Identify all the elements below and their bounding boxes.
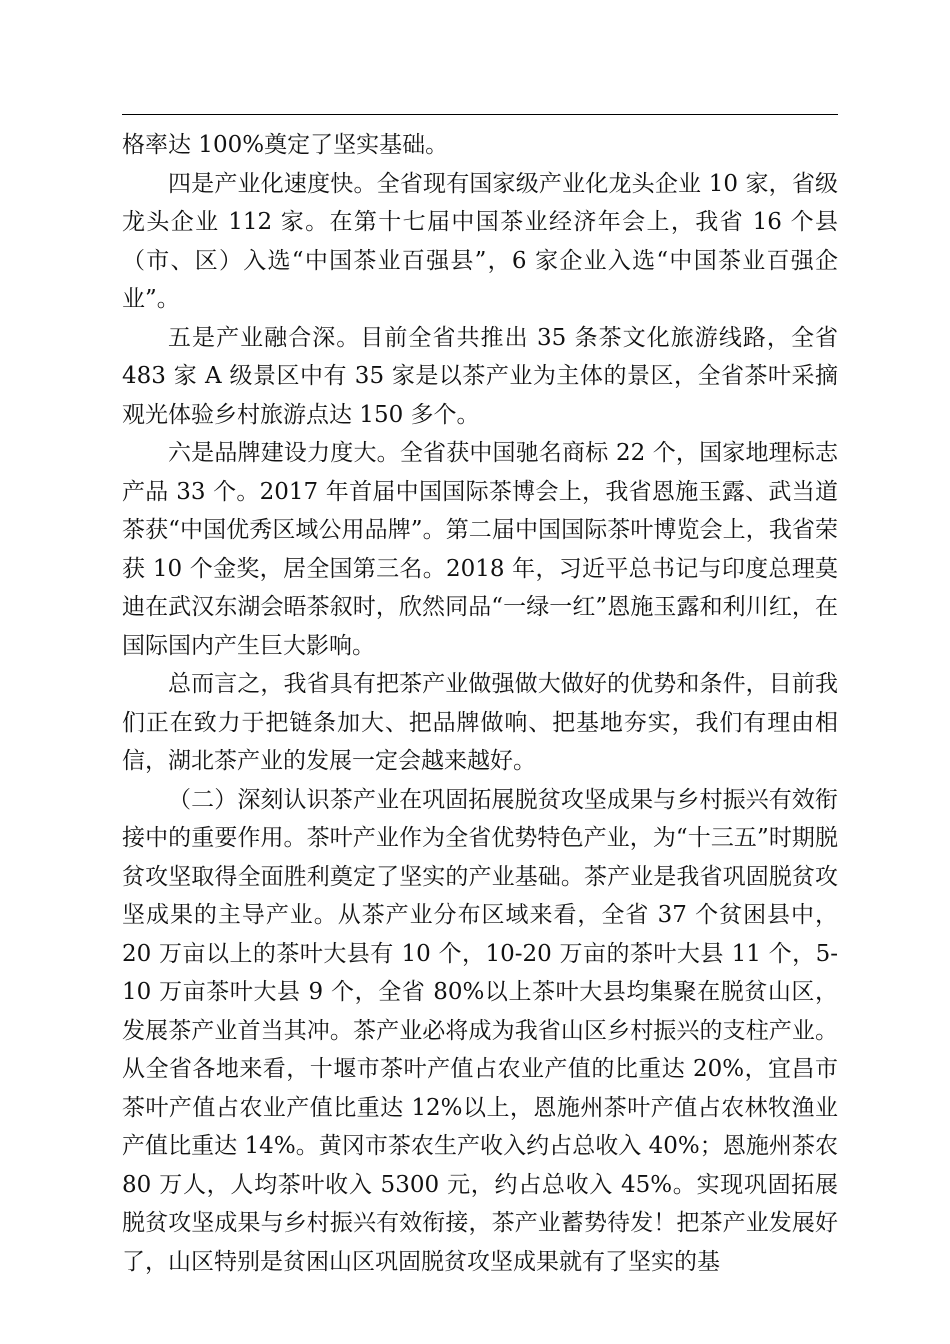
paragraph: 六是品牌建设力度大。全省获中国驰名商标 22 个，国家地理标志产品 33 个。2017 年首届中国国际茶博会上，我省恩施玉露、武当道茶获“中国优秀区域公用品牌”。第二届中国国际茶叶博览会上，我省荣获 10 个金奖，居全国第三名。2018 年，习近平总书记与印度总理莫迪在武汉东湖会晤茶叙时，欣然同品“一绿一红”恩施玉露和利川红，在国际国内产生巨大影响。 — [122, 440, 838, 659]
paragraph: 四是产业化速度快。全省现有国家级产业化龙头企业 10 家，省级龙头企业 112 家。在第十七届中国茶业经济年会上，我省 16 个县（市、区）入选“中国茶业百强县”，6 家企业入选“中国茶业百强企业”。 — [122, 170, 838, 312]
paragraph: （二）深刻认识茶产业在巩固拓展脱贫攻坚成果与乡村振兴有效衔接中的重要作用。茶叶产业作为全省优势特色产业，为“十三五”时期脱贫攻坚取得全面胜利奠定了坚实的产业基础。茶产业是我省巩固脱贫攻坚成果的主导产业。从茶产业分布区域来看，全省 37 个贫困县中，20 万亩以上的茶叶大县有 10 个，10-20 万亩的茶叶大县 11 个，5-10 万亩茶叶大县 9 个，全省 80%以上茶叶大县均集聚在脱贫山区，发展茶产业首当其冲。茶产业必将成为我省山区乡村振兴的支柱产业。从全省各地来看，十堰市茶叶产值占农业产值的比重达 20%，宜昌市茶叶产值占农业产值比重达 12%以上，恩施州茶叶产值占农林牧渔业产值比重达 14%。黄冈市茶农生产收入约占总收入 40%；恩施州茶农 80 万人，人均茶叶收入 5300 元，约占总收入 45%。实现巩固拓展脱贫攻坚成果与乡村振兴有效衔接，茶产业蓄势待发！把茶产业发展好了，山区特别是贫困山区巩固脱贫攻坚成果就有了坚实的基 — [122, 786, 838, 1275]
paragraph: 五是产业融合深。目前全省共推出 35 条茶文化旅游线路，全省 483 家 A 级景区中有 35 家是以茶产业为主体的景区，全省茶叶采摘观光体验乡村旅游点达 150 多个。 — [122, 324, 838, 428]
header-rule — [122, 114, 838, 115]
document-body — [122, 126, 838, 1281]
paragraph: 格率达 100%奠定了坚实基础。 — [122, 132, 449, 158]
paragraph: 总而言之，我省具有把茶产业做强做大做好的优势和条件，目前我们正在致力于把链条加大、把品牌做响、把基地夯实，我们有理由相信，湖北茶产业的发展一定会越来越好。 — [122, 671, 838, 774]
